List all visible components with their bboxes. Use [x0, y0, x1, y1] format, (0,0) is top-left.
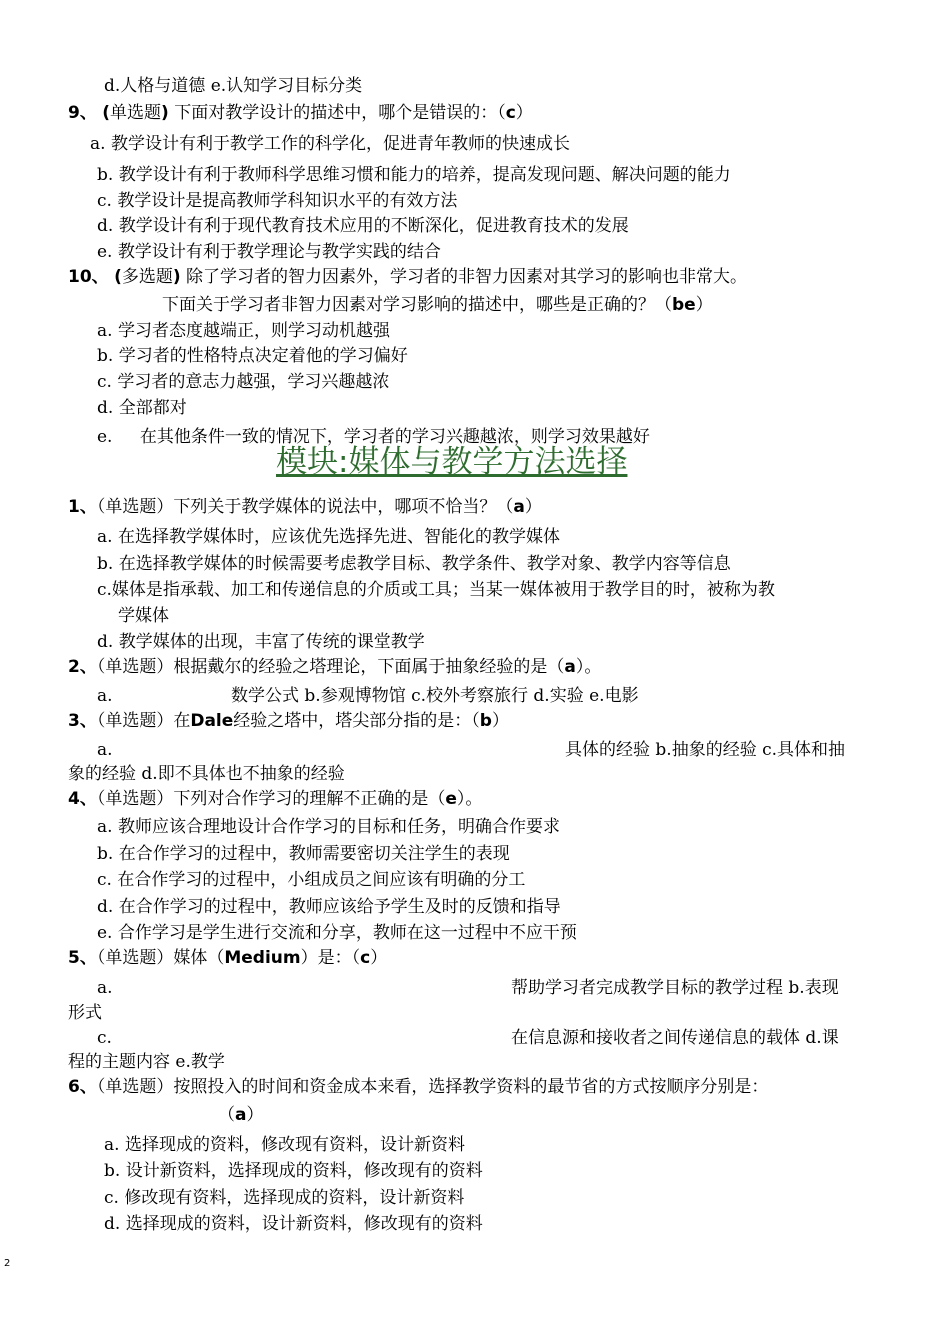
answer: e — [445, 789, 457, 809]
option-continued: 学媒体 — [118, 606, 169, 626]
option-text: 具体的经验 b.抽象的经验 c.具体和抽 — [565, 740, 846, 760]
option: d. 在合作学习的过程中，教师应该给予学生及时的反馈和指导 — [97, 897, 561, 917]
option: b. 在合作学习的过程中，教师需要密切关注学生的表现 — [97, 844, 510, 864]
question-10-stem: 10、 (多选题) 除了学习者的智力因素外，学习者的非智力因素对其学习的影响也非常大。 — [68, 267, 748, 287]
option-continued: 形式 — [68, 1003, 102, 1023]
question-number: 6、 — [68, 1077, 97, 1097]
option: b. 学习者的性格特点决定着他的学习偏好 — [97, 346, 408, 366]
module-question-2-stem: 2、（单选题）根据戴尔的经验之塔理论，下面属于抽象经验的是（a）。 — [68, 657, 602, 677]
question-type: 多选题 — [121, 267, 173, 287]
answer: c — [505, 103, 516, 123]
option: c. 在合作学习的过程中，小组成员之间应该有明确的分工 — [97, 870, 526, 890]
question-number: 4、 — [68, 789, 97, 809]
question-number: 9、 — [68, 103, 97, 123]
question-number: 3、 — [68, 711, 97, 731]
answer: a — [564, 657, 576, 677]
option: e. 教学设计有利于教学理论与教学实践的结合 — [97, 242, 441, 262]
previous-question-options: d.人格与道德 e.认知学习目标分类 — [104, 76, 363, 96]
option-continued: 程的主题内容 e.教学 — [68, 1052, 225, 1072]
option: e. 合作学习是学生进行交流和分享，教师在这一过程中不应干预 — [97, 923, 577, 943]
module-question-5-stem: 5、（单选题）媒体（Medium）是：（c） — [68, 948, 388, 968]
answer: a — [235, 1105, 247, 1125]
option: d. 全部都对 — [97, 398, 187, 418]
option: c.媒体是指承载、加工和传递信息的介质或工具；当某一媒体被用于教学目的时，被称为教 — [97, 580, 775, 600]
option: a. 选择现成的资料，修改现有资料，设计新资料 — [104, 1135, 465, 1155]
option-text: 帮助学习者完成教学目标的教学过程 b.表现 — [511, 978, 839, 998]
option: a. 教学设计有利于教学工作的科学化，促进青年教师的快速成长 — [90, 134, 570, 154]
module-title: 模块:媒体与教学方法选择 — [276, 444, 628, 480]
question-type: 单选题 — [110, 103, 162, 123]
question-text: 下面对教学设计的描述中，哪个是错误的：（ — [174, 103, 506, 123]
answer: c — [360, 948, 371, 968]
option: c. 修改现有资料，选择现成的资料，设计新资料 — [104, 1188, 465, 1208]
option-text: 数学公式 b.参观博物馆 c.校外考察旅行 d.实验 e.电影 — [231, 686, 639, 706]
module-question-4-stem: 4、（单选题）下列对合作学习的理解不正确的是（e）。 — [68, 789, 483, 809]
option: d. 教学设计有利于现代教育技术应用的不断深化，促进教育技术的发展 — [97, 216, 629, 236]
option: d. 选择现成的资料，设计新资料，修改现有的资料 — [104, 1214, 483, 1234]
module-question-1-stem: 1、（单选题）下列关于教学媒体的说法中，哪项不恰当？（a） — [68, 497, 542, 517]
answer: a — [513, 497, 525, 517]
option: a. 教师应该合理地设计合作学习的目标和任务，明确合作要求 — [97, 817, 560, 837]
option: c. 教学设计是提高教师学科知识水平的有效方法 — [97, 191, 458, 211]
option-continued: 象的经验 d.即不具体也不抽象的经验 — [68, 764, 345, 784]
option: a. — [97, 740, 113, 760]
option: a. — [97, 686, 113, 706]
question-9-stem: 9、 (单选题) 下面对教学设计的描述中，哪个是错误的：（c） — [68, 103, 533, 123]
option: c. 学习者的意志力越强，学习兴趣越浓 — [97, 372, 390, 392]
option: a. — [97, 978, 113, 998]
option: b. 在选择教学媒体的时候需要考虑教学目标、教学条件、教学对象、教学内容等信息 — [97, 554, 731, 574]
question-text: 除了学习者的智力因素外，学习者的非智力因素对其学习的影响也非常大。 — [186, 267, 748, 287]
page-number: 2 — [4, 1258, 11, 1269]
question-number: 1、 — [68, 497, 97, 517]
question-number: 2、 — [68, 657, 97, 677]
answer-line: （a） — [218, 1105, 264, 1125]
question-number: 5、 — [68, 948, 97, 968]
option: e. 在其他条件一致的情况下，学习者的学习兴趣越浓，则学习效果越好 — [97, 427, 650, 447]
option: b. 设计新资料，选择现成的资料，修改现有的资料 — [104, 1161, 483, 1181]
question-10-stem-continued: 下面关于学习者非智力因素对学习影响的描述中，哪些是正确的？（be） — [162, 295, 713, 315]
option: b. 教学设计有利于教师科学思维习惯和能力的培养，提高发现问题、解决问题的能力 — [97, 165, 731, 185]
option-text: 在信息源和接收者之间传递信息的载体 d.课 — [511, 1028, 839, 1048]
module-question-3-stem: 3、（单选题）在Dale经验之塔中，塔尖部分指的是：（b） — [68, 711, 509, 731]
answer: b — [479, 711, 492, 731]
question-number: 10、 — [68, 267, 109, 287]
option: c. — [97, 1028, 112, 1048]
option: d. 教学媒体的出现，丰富了传统的课堂教学 — [97, 632, 425, 652]
option: a. 在选择教学媒体时，应该优先选择先进、智能化的教学媒体 — [97, 527, 560, 547]
option: a. 学习者态度越端正，则学习动机越强 — [97, 321, 390, 341]
answer: be — [672, 295, 696, 315]
module-question-6-stem: 6、（单选题）按照投入的时间和资金成本来看，选择教学资料的最节省的方式按顺序分别是： — [68, 1077, 769, 1097]
